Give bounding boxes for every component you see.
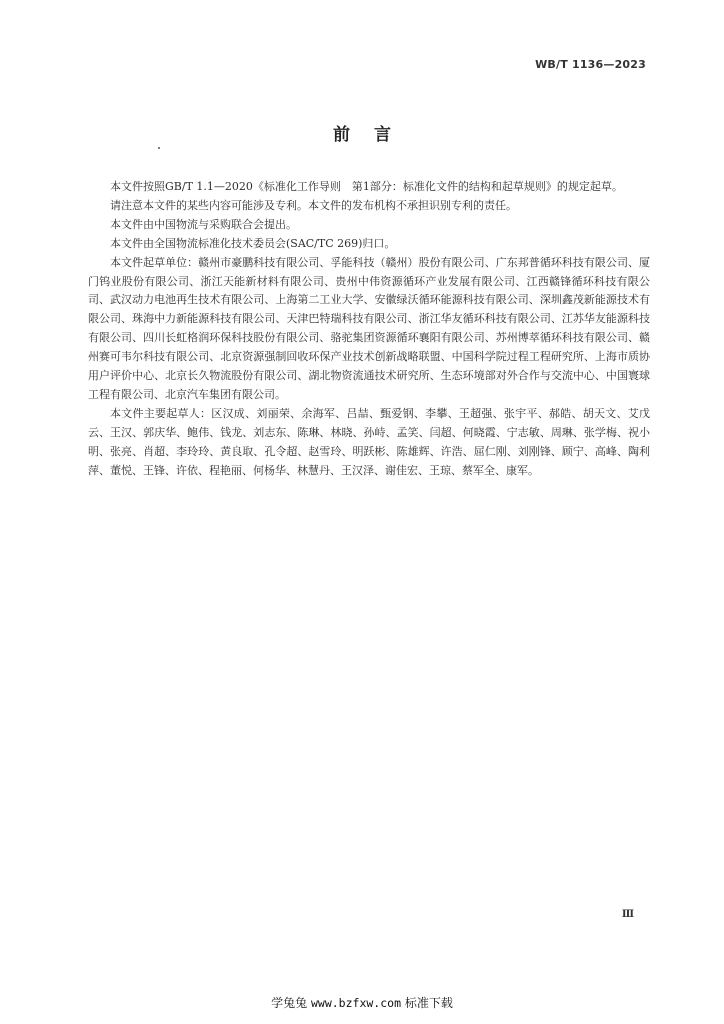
watermark-url[interactable]: www.bzfxw.com <box>310 996 401 1010</box>
page-number: Ⅲ <box>621 909 634 920</box>
page-title: 前言 <box>333 125 415 145</box>
paragraph-drafters: 本文件主要起草人：区汉成、刘丽荣、余海军、吕喆、甄爱钢、李攀、王超强、张宇平、郝皓、胡天文、艾戊云、王汉、郭庆华、鲍伟、钱龙、刘志东、陈琳、林晓、孙峙、孟笑、闫超、何晓霞、宁志敏、周琳、张学梅、祝小明、张亮、肖超、李玲玲、黄良取、孔令超、赵雪玲、明跃彬、陈雄辉、许浩、屈仁刚、刘刚锋、顾宁、高峰、陶利萍、董悦、王锋、许依、程艳丽、何杨华、林慧丹、王汉泽、谢佳宏、王琼、蔡军全、康军。 <box>88 406 650 477</box>
paragraph-patent-notice: 请注意本文件的某些内容可能涉及专利。本文件的发布机构不承担识别专利的责任。 <box>110 198 517 212</box>
paragraph-drafting-rule: 本文件按照GB/T 1.1—2020《标准化工作导则 第1部分：标准化文件的结构和起草规则》的规定起草。 <box>110 180 623 193</box>
watermark-prefix: 学兔兔 <box>271 996 308 1010</box>
watermark-suffix: 标准下载 <box>404 996 453 1010</box>
foreword-body <box>88 178 650 481</box>
footer-watermark <box>0 994 724 1011</box>
standard-code: WB/T 1136—2023 <box>535 58 646 71</box>
paragraph-committee: 本文件由全国物流标准化技术委员会(SAC/TC 269)归口。 <box>110 236 396 250</box>
paragraph-proposer: 本文件由中国物流与采购联合会提出。 <box>110 217 297 231</box>
paragraph-drafting-units: 本文件起草单位：赣州市豪鹏科技有限公司、孚能科技（赣州）股份有限公司、广东邦普循环科技有限公司、厦门钨业股份有限公司、浙江天能新材料有限公司、贵州中伟资源循环产业发展有限公司、江西赣锋循环科技有限公司、武汉动力电池再生技术有限公司、上海第二工业大学、安徽绿沃循环能源科技有限公司、深圳鑫茂新能源技术有限公司、珠海中力新能源科技有限公司、天津巴特瑞科技有限公司、浙江华友循环科技有限公司、江苏华友能源科技有限公司、四川长虹格润环保科技股份有限公司、骆驼集团资源循环襄阳有限公司、苏州博萃循环科技有限公司、赣州赛可韦尔科技有限公司、北京资源强制回收环保产业技术创新战略联盟、中国科学院过程工程研究所、上海市质协用户评价中心、北京长久物流股份有限公司、湖北物资流通技术研究所、生态环境部对外合作与交流中心、中国寰球工程有限公司、北京汽车集团有限公司。 <box>88 255 650 401</box>
scan-speck <box>158 147 160 149</box>
